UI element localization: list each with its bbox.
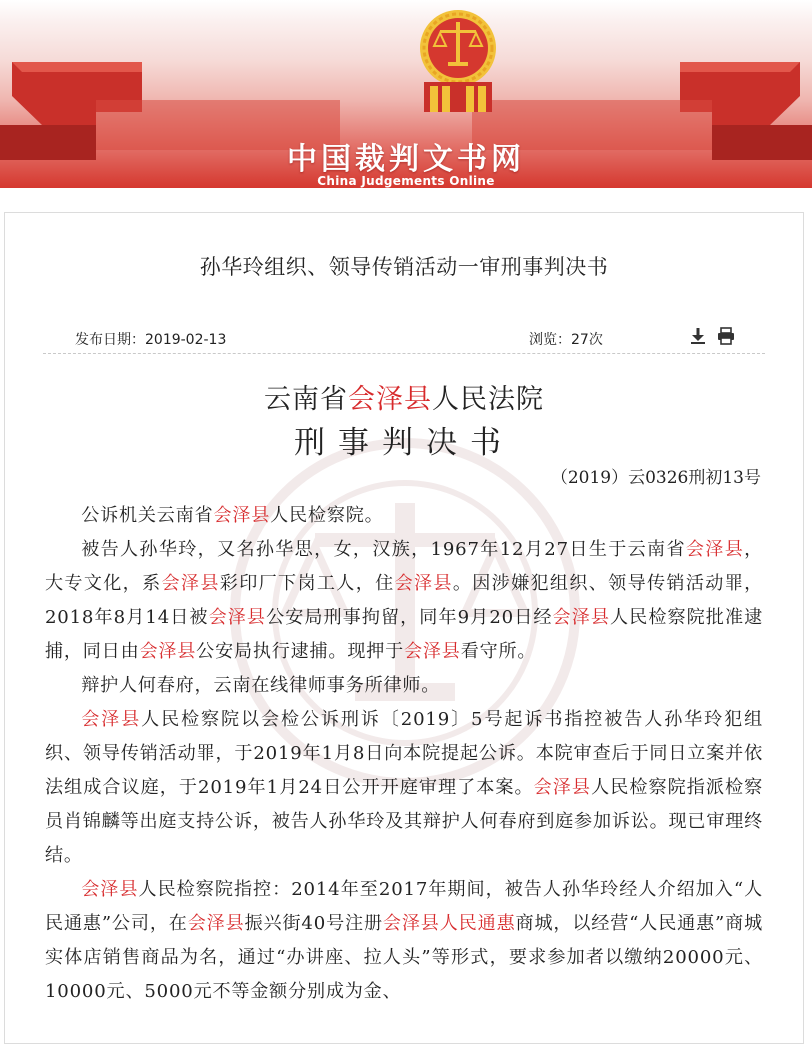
paragraph-text: 公安局刑事拘留，同年9月20日经 (266, 607, 553, 628)
document-panel (4, 212, 804, 1044)
site-subtitle: China Judgements Online (317, 174, 495, 188)
highlighted-term[interactable]: 会泽县 (81, 709, 142, 730)
paragraph-text: 人民检察院批准逮捕，同日由 (45, 607, 763, 662)
body-paragraph (45, 669, 763, 703)
paragraph-text: 被告人孙华玲，又名孙华思，女，汉族，1967年12月27日生于云南省 (81, 539, 686, 560)
paragraph-text: 人民检察院以会检公诉刑诉〔2019〕5号起诉书指控被告人孙华玲犯组织、领导传销活动罪，于2019年1月8日向本院提起公诉。本院审查后于同日立案并依法组成合议庭，于2019年1月24日公开开庭审理了本案。 (45, 709, 763, 798)
print-icon[interactable] (717, 327, 735, 345)
document-type: 刑事判决书 (294, 425, 514, 461)
document-actions (689, 327, 741, 345)
highlighted-term[interactable]: 会泽县 (139, 641, 197, 662)
highlighted-term[interactable]: 会泽县 (213, 505, 271, 526)
highlighted-term[interactable]: 会泽县 (552, 607, 611, 628)
site-title: 中国裁判文书网 (287, 142, 525, 177)
body-paragraph (45, 499, 763, 533)
paragraph-text: 振兴街40号注册 (244, 913, 383, 934)
court-name-highlight: 会泽县 (348, 384, 432, 415)
judgment-body (45, 499, 763, 1009)
highlighted-term[interactable]: 会泽县 (161, 573, 220, 594)
highlighted-term[interactable]: 会泽县 (685, 539, 745, 560)
paragraph-text: ，大专文化，系 (45, 539, 764, 594)
body-paragraph (45, 703, 763, 873)
highlighted-term[interactable]: 会泽县 (187, 913, 245, 934)
paragraph-text: 公诉机关云南省 (81, 505, 214, 526)
court-name (5, 377, 803, 416)
body-paragraph (45, 533, 763, 669)
paragraph-text: 。因涉嫌犯组织、领导传销活动罪，2018年8月14日被 (45, 573, 764, 628)
court-emblem (416, 6, 500, 114)
body-paragraph (45, 873, 763, 1009)
court-name-suffix: 人民法院 (432, 384, 544, 415)
highlighted-term[interactable]: 会泽县 (394, 573, 453, 594)
highlighted-term[interactable]: 会泽县 (404, 641, 461, 662)
case-number: （2019）云0326刑初13号 (550, 468, 761, 488)
document-title: 孙华玲组织、领导传销活动一审刑事判决书 (199, 255, 609, 279)
view-count: 浏览：27次 (529, 332, 603, 348)
download-icon[interactable] (689, 327, 707, 345)
court-name-prefix: 云南省 (264, 384, 348, 415)
paragraph-text: 看守所。 (460, 641, 537, 662)
highlighted-term[interactable]: 会泽县人民通惠 (382, 913, 516, 934)
paragraph-text: 公安局执行逮捕。现押于 (196, 641, 405, 662)
paragraph-text: 人民检察院指派检察员肖锦麟等出庭支持公诉，被告人孙华玲及其辩护人何春府到庭参加诉讼。现已审理终结。 (45, 777, 764, 866)
site-banner (0, 0, 812, 188)
paragraph-text: 商城，以经营“人民通惠”商城实体店销售商品为名，通过“办讲座、拉人头”等形式，要求参加者以缴纳20000元、10000元、5000元不等金额分别成为金、 (45, 913, 763, 1002)
highlighted-term[interactable]: 会泽县 (208, 607, 267, 628)
document-meta-bar (43, 325, 765, 354)
paragraph-text: 人民检察院指控：2014年至2017年期间，被告人孙华玲经人介绍加入“人民通惠”公司，在 (45, 879, 763, 934)
highlighted-term[interactable]: 会泽县 (533, 777, 592, 798)
paragraph-text: 人民检察院。 (270, 505, 384, 526)
highlighted-term[interactable]: 会泽县 (81, 879, 139, 900)
paragraph-text: 彩印厂下岗工人，住 (219, 573, 395, 594)
paragraph-text: 辩护人何春府，云南在线律师事务所律师。 (81, 675, 441, 696)
publish-date: 发布日期：2019-02-13 (75, 332, 227, 348)
